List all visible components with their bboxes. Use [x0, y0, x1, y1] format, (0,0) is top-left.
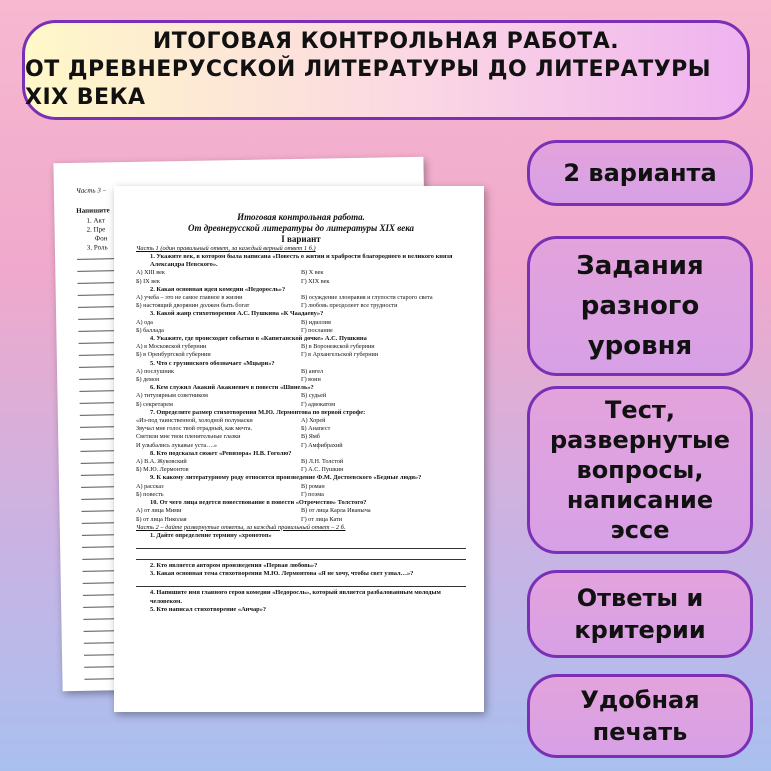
front-worksheet-page — [114, 186, 484, 712]
question: 1. Дайте определение термину «хронотоп» — [150, 531, 272, 539]
answer-option: Б) настоящий дворянин должен быть богат — [136, 302, 250, 310]
answer-option: А) ода — [136, 318, 153, 326]
feature-line: 2 варианта — [563, 159, 717, 187]
answer-option: А) послушник — [136, 367, 174, 375]
answer-option: А) в Московской губернии — [136, 343, 207, 351]
feature-line: уровня — [587, 331, 693, 361]
question: 1. Укажите век, в котором была написана «Повесть о житии и храбрости благородного и великого князя Александра Невского». — [150, 253, 453, 269]
question: 10. От чего лица ведется повествование в повести «Отрочество» Толстого? — [150, 499, 367, 507]
answer-row — [136, 269, 466, 277]
answer-option: Г) от лица Кати — [301, 515, 343, 523]
answer-row — [136, 327, 466, 335]
answer-row — [136, 319, 466, 327]
feature-answers-badge — [527, 570, 753, 658]
answer-row — [136, 401, 466, 409]
answer-option: В) X век — [301, 269, 324, 277]
feature-line: эссе — [610, 516, 670, 544]
answer-row — [136, 458, 466, 466]
answer-line — [136, 578, 466, 587]
question: 4. Укажите, где происходит события в «Капитанской дочке» А.С. Пушкина — [150, 335, 367, 343]
answer-option: В) ангел — [301, 367, 324, 375]
answer-option: Б) секретарем — [136, 400, 173, 408]
answer-option: Г) любовь преодолеет все трудности — [301, 302, 398, 310]
answer-option: В) идиллия — [301, 318, 331, 326]
poem-line: Светили мне твои пленительные глазки — [136, 433, 241, 441]
answer-row — [136, 343, 466, 351]
answer-option: Г) адвокатом — [301, 400, 336, 408]
answer-option: А) Хорей — [301, 417, 326, 425]
banner-title-line1: ИТОГОВАЯ КОНТРОЛЬНАЯ РАБОТА. — [152, 29, 620, 54]
answer-row — [136, 507, 466, 515]
question: 9. К какому литературному роду относится произведение Ф.М. Достоевского «Бедные люди»? — [150, 474, 422, 482]
feature-line: разного — [580, 291, 700, 321]
question: 4. Напишите имя главного героя комедии «Недоросль», который является разбалованным молодым человеком. — [150, 589, 441, 605]
answer-option: В) в Воронежской губернии — [301, 343, 375, 351]
answer-option: Г) XIX век — [301, 277, 330, 285]
answer-option: Б) повесть — [136, 490, 164, 498]
feature-line: написание — [566, 486, 714, 514]
answer-row — [136, 392, 466, 400]
back-sheet-item: 2. Пре — [86, 225, 106, 234]
question: 5. Кто написал стихотворение «Анчар»? — [150, 605, 267, 613]
worksheet-title: Итоговая контрольная работа. — [237, 212, 365, 222]
question: 5. Что с грузинского обозначает «Мцыри»? — [150, 359, 275, 367]
answer-row — [136, 294, 466, 302]
answer-option: А) титулярным советником — [136, 392, 208, 400]
part1-heading: Часть 1 (один правильный ответ, за каждый верный ответ 1 б.) — [136, 245, 316, 252]
answer-option: А) учеба – это не самое главное в жизни — [136, 294, 243, 302]
poem-line: «Из-под таинственной, холодной полумаски — [136, 417, 253, 425]
poem-line: Звучал мне голос твой отрадный, как мечта. — [136, 425, 253, 433]
feature-line: Ответы и — [576, 584, 704, 612]
poem-row — [136, 417, 466, 425]
answer-option: В) Л.Н. Толстой — [301, 458, 344, 466]
answer-row — [136, 351, 466, 359]
back-sheet-item: 1. Акт — [86, 216, 105, 225]
answer-option: Б) Анапест — [301, 425, 331, 433]
question: 2. Кто является автором произведения «Первая любовь»? — [150, 561, 318, 569]
answer-row — [136, 483, 466, 491]
answer-row — [136, 278, 466, 286]
answer-option: А) рассказ — [136, 482, 164, 490]
answer-option: Г) воин — [301, 376, 321, 384]
answer-line — [136, 540, 466, 549]
feature-line: вопросы, — [576, 456, 704, 484]
feature-task-types-badge — [527, 386, 753, 554]
question: 3. Какая основная тема стихотворения М.Ю. Лермонтова «Я не хочу, чтобы свет узнал…»? — [150, 570, 414, 578]
answer-row — [136, 302, 466, 310]
banner-title-line2: ОТ ДРЕВНЕРУССКОЙ ЛИТЕРАТУРЫ ДО ЛИТЕРАТУРЫ XIX ВЕКА — [25, 57, 712, 110]
poem-row — [136, 433, 466, 441]
poem-row — [136, 442, 466, 450]
poem-row — [136, 425, 466, 433]
part2-heading: Часть 2 – дайте развернутые ответы, за каждый правильный ответ – 2 б. — [136, 523, 346, 531]
answer-option: Б) в Оренбургской губернии — [136, 351, 211, 359]
worksheet-subtitle: От древнерусской литературы до литературы XIX века — [187, 223, 415, 233]
feature-variants-badge — [527, 140, 753, 206]
back-sheet-instruction: Напишите — [76, 206, 110, 215]
answer-option: А) В.А. Жуковский — [136, 458, 187, 466]
title-banner — [22, 20, 750, 120]
answer-row — [136, 466, 466, 474]
feature-line: Удобная — [580, 686, 700, 714]
answer-option: В) роман — [301, 482, 325, 490]
answer-option: Г) А.С. Пушкин — [301, 466, 344, 474]
back-sheet-item: 3. Роль — [86, 243, 108, 252]
answer-option: Г) поэма — [301, 490, 324, 498]
answer-option: Б) М.Ю. Лермонтов — [136, 466, 189, 474]
feature-line: критерии — [574, 616, 706, 644]
answer-option: Б) IX век — [136, 277, 160, 285]
answer-option: Г) послание — [301, 326, 333, 334]
feature-print-badge — [527, 674, 753, 758]
answer-row — [136, 516, 466, 524]
answer-option: В) от лица Карла Иваныча — [301, 507, 371, 515]
answer-option: А) от лица Мими — [136, 507, 182, 515]
back-sheet-header: Часть 3 – — [75, 186, 107, 195]
answer-row — [136, 376, 466, 384]
question: 6. Кем служил Акакий Акакиевич в повести «Шинель»? — [150, 384, 314, 392]
feature-line: развернутые — [549, 426, 731, 454]
answer-option: Б) демон — [136, 376, 160, 384]
answer-option: Б) баллада — [136, 326, 164, 334]
answer-option: В) судьей — [301, 392, 327, 400]
question: 3. Какой жанр стихотворения А.С. Пушкина «К Чаадаеву»? — [150, 310, 324, 318]
question: 7. Определите размер стихотворения М.Ю. Лермонтова по первой строфе: — [150, 408, 366, 416]
answer-option: В) Ямб — [301, 433, 320, 441]
back-sheet-item: Фон — [94, 234, 108, 243]
answer-line — [136, 551, 466, 560]
feature-line: Задания — [576, 251, 704, 281]
question: 8. Кто подсказал сюжет «Ревизора» Н.В. Гоголю? — [150, 449, 292, 457]
feature-line: печать — [592, 718, 688, 746]
question: 2. Какая основная идея комедии «Недоросль»? — [150, 285, 286, 293]
poem-line: И улыбались лукавые уста….» — [136, 441, 217, 449]
answer-row — [136, 368, 466, 376]
answer-option: А) XIII век — [136, 269, 165, 277]
answer-option: Г) Амфибрахий — [301, 441, 343, 449]
answer-option: Б) от лица Николая — [136, 515, 187, 523]
feature-line: Тест, — [605, 396, 675, 424]
worksheet-variant: I вариант — [281, 234, 321, 244]
feature-levels-badge — [527, 236, 753, 376]
answer-option: Г) в Архангельской губернии — [301, 351, 379, 359]
answer-option: В) осуждение злонравия и глупости старого света — [301, 294, 433, 302]
answer-row — [136, 491, 466, 499]
